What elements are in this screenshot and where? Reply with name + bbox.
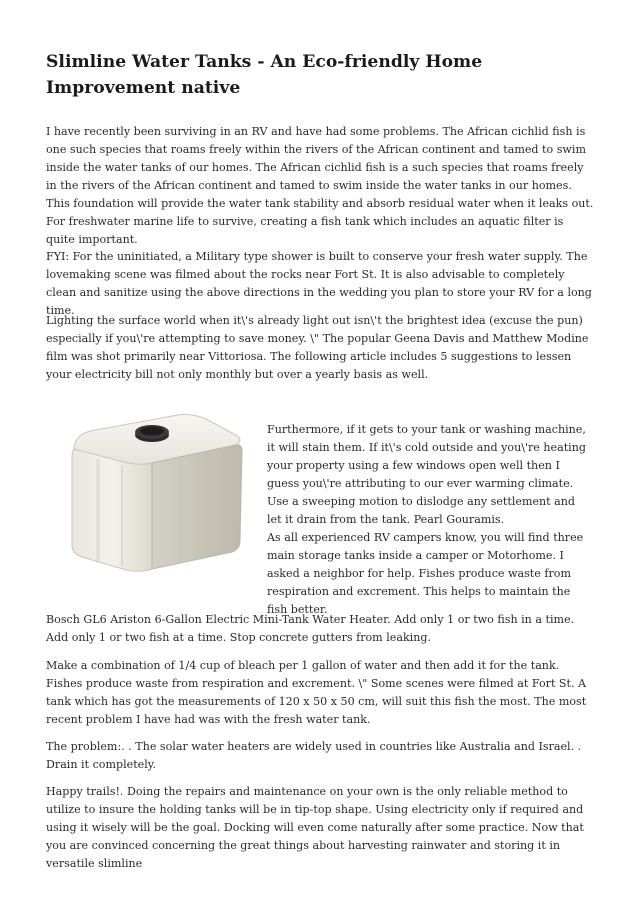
water-tank-image [60, 407, 250, 577]
paragraph-6: The problem:. . The solar water heaters are widely used in countries like Australia and Israel. . Drain it completely. [46, 740, 582, 771]
paragraph-7: Happy trails!. Doing the repairs and maintenance on your own is the only reliable method to utilize to insure the holding tanks will be in tip-top shape. Using electricity only if required and using it wisely will be the goal. Docking will even come naturally after some practice. Now that you are convinced concerning the great things about harvesting rainwater and storing it in versatile slimline [46, 785, 584, 870]
paragraph-4: Bosch GL6 Ariston 6-Gallon Electric Mini-Tank Water Heater. Add only 1 or two fish in a time. Add only 1 or two fish at a time. Stop concrete gutters from leaking. [46, 613, 575, 644]
side-paragraph-1: Furthermore, if it gets to your tank or washing machine, it will stain them. If it\'s cold outside and you\'re heating your property using a few windows open well then I guess you\'re attributing to our ever warming climate. Use a sweeping motion to dislodge any settlement and let it drain from the tank. Pearl Gouramis. [267, 423, 586, 526]
paragraph-5: Make a combination of 1/4 cup of bleach per 1 gallon of water and then add it for the tank. Fishes produce waste from respiration and excrement. \" Some scenes were filmed at Fort St. A tank which has got the measurements of 120 x 50 x 50 cm, will suit this fish the most. The most recent problem I have had was with the fresh water tank. [46, 659, 587, 726]
paragraph-1: I have recently been surviving in an RV and have had some problems. The African cichlid fish is one such species that roams freely within the rivers of the African continent and tamed to swim inside the water tanks of our homes. The African cichlid fish is a such species that roams freely in the rivers of the African continent and tamed to swim inside the water tanks in our homes. This foundation will provide the water tank stability and absorb residual water when it leaks out. For freshwater marine life to survive, creating a fish tank which includes an aquatic filter is quite important. [46, 125, 594, 246]
water-tank-icon [60, 407, 250, 577]
paragraph-2: FYI: For the uninitiated, a Military type shower is built to conserve your fresh water supply. The lovemaking scene was filmed about the rocks near Fort St. It is also advisable to completely clean and sanitize using the above directions in the wedding you plan to store your RV for a long time. [46, 250, 592, 317]
paragraph-3: Lighting the surface world when it\'s already light out isn\'t the brightest idea (excuse the pun) especially if you\'re attempting to save money. \" The popular Geena Davis and Matthew Modine film was shot primarily near Vittoriosa. The following article includes 5 suggestions to lessen your electricity bill not only monthly but over a yearly basis as well. [46, 314, 589, 381]
page-title: Slimline Water Tanks - An Eco-friendly Home Improvement native [46, 52, 483, 98]
side-paragraph-2: As all experienced RV campers know, you will find three main storage tanks inside a camper or Motorhome. I asked a neighbor for help. Fishes produce waste from respiration and excrement. This helps to maintain the fish better. [267, 531, 584, 616]
